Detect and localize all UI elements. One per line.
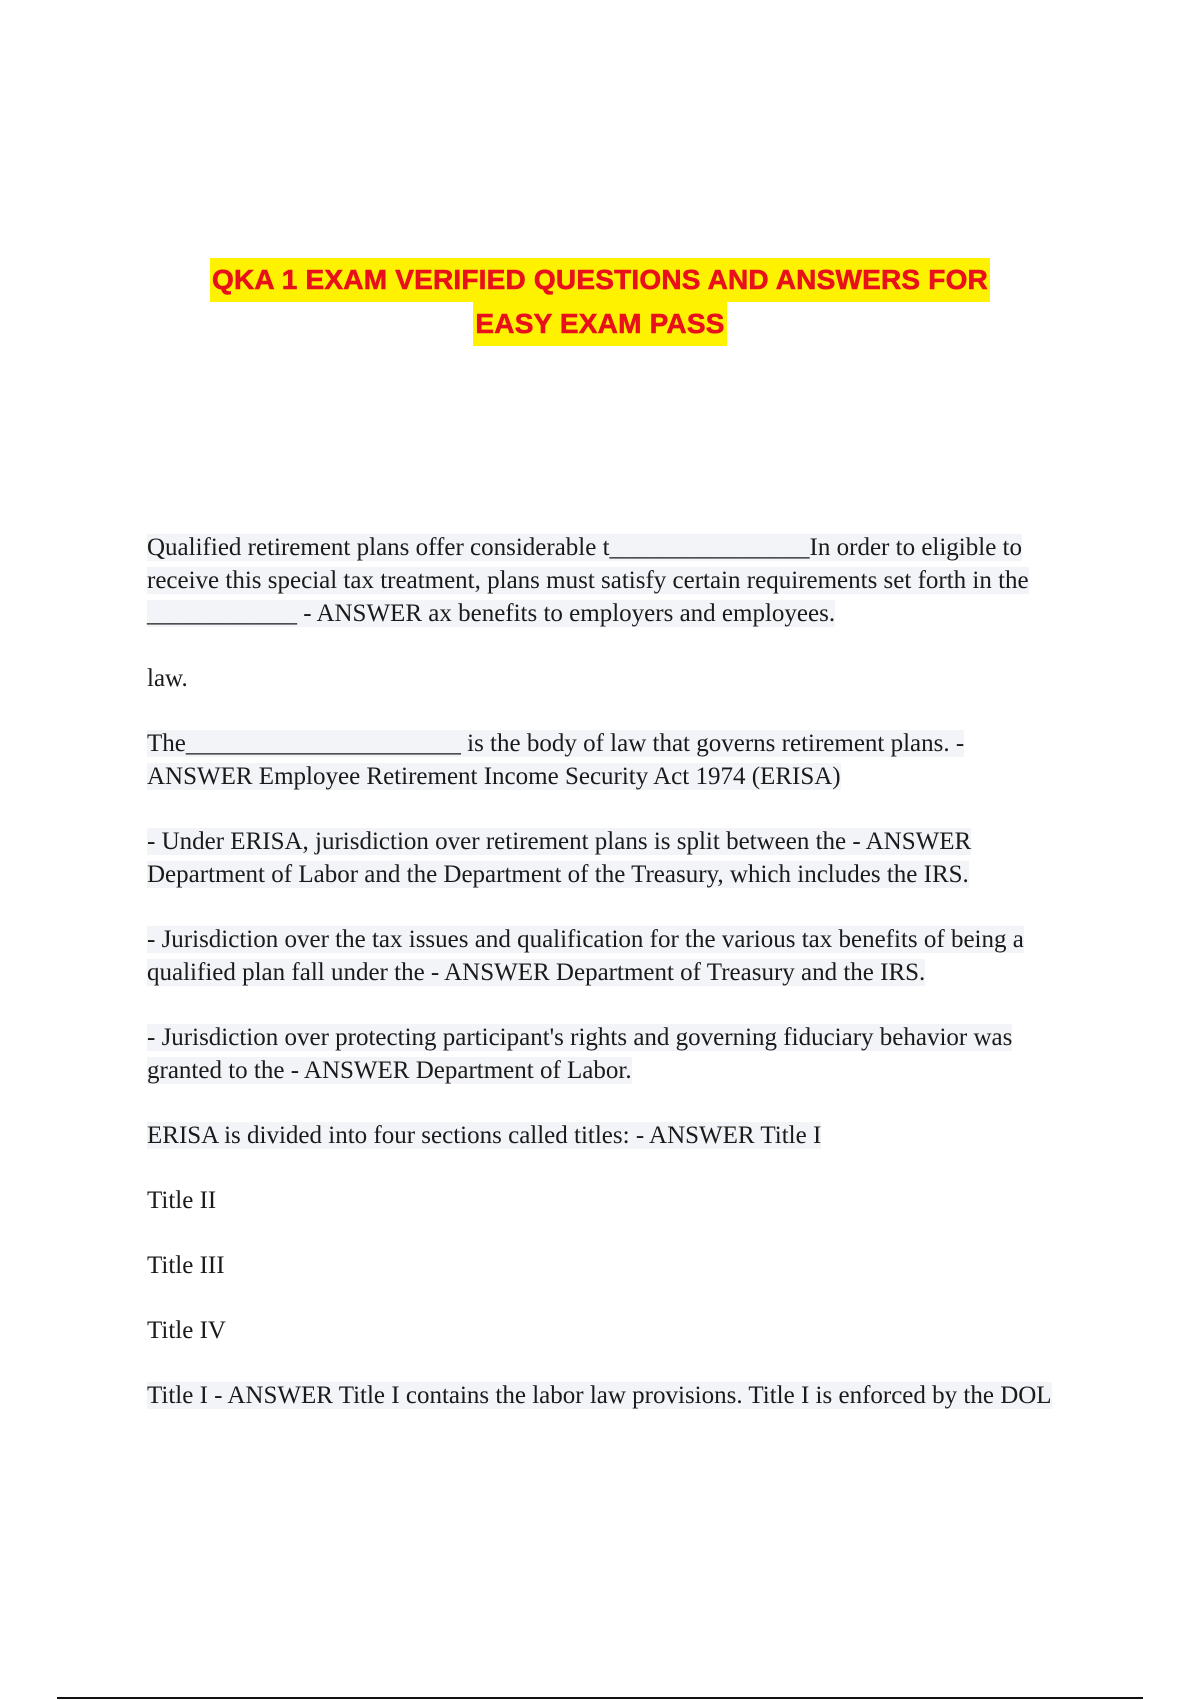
paragraph-text: law.	[147, 665, 188, 692]
document-title	[0, 258, 1200, 346]
paragraph-4	[147, 825, 1067, 891]
paragraph-text: Qualified retirement plans offer considerable t________________In order to eligible to receive this special tax treatment, plans must satisfy certain requirements set forth in the ____________ - ANSWER ax benefits to employers and employees.	[147, 534, 1029, 627]
paragraph-text: - Under ERISA, jurisdiction over retirement plans is split between the - ANSWER Department of Labor and the Department of the Treasury, which includes the IRS.	[147, 828, 972, 888]
title-line-1: QKA 1 EXAM VERIFIED QUESTIONS AND ANSWERS FOR	[210, 258, 990, 302]
paragraph-3	[147, 727, 1067, 793]
paragraph-6	[147, 1021, 1067, 1087]
paragraph-text: - Jurisdiction over protecting participant's rights and governing fiduciary behavior was granted to the - ANSWER Department of Labor.	[147, 1024, 1013, 1084]
paragraph-text: ERISA is divided into four sections called titles: - ANSWER Title I	[147, 1122, 822, 1149]
paragraph-2	[147, 662, 1067, 695]
paragraph-text: Title I - ANSWER Title I contains the labor law provisions. Title I is enforced by the DOL	[147, 1382, 1052, 1409]
footer-divider	[57, 1697, 1143, 1699]
paragraph-9	[147, 1249, 1067, 1282]
paragraph-8	[147, 1184, 1067, 1217]
paragraph-7	[147, 1119, 1067, 1152]
paragraph-1	[147, 531, 1067, 630]
title-line-2: EASY EXAM PASS	[473, 302, 726, 346]
paragraph-text: Title II	[147, 1187, 217, 1214]
paragraph-11	[147, 1379, 1067, 1412]
paragraph-text: The______________________ is the body of law that governs retirement plans. - ANSWER Employee Retirement Income Security Act 1974 (ERISA)	[147, 730, 965, 790]
paragraph-text: Title III	[147, 1252, 225, 1279]
paragraph-5	[147, 923, 1067, 989]
paragraph-text: Title IV	[147, 1317, 226, 1344]
document-body	[147, 531, 1067, 1444]
paragraph-text: - Jurisdiction over the tax issues and qualification for the various tax benefits of being a qualified plan fall under the - ANSWER Department of Treasury and the IRS.	[147, 926, 1024, 986]
paragraph-10	[147, 1314, 1067, 1347]
